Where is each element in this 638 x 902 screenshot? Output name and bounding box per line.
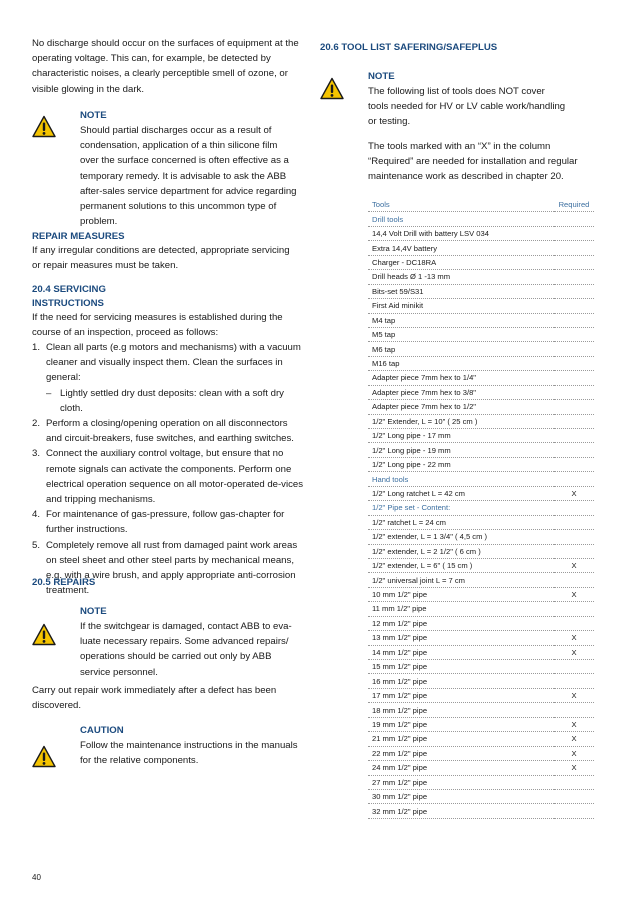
tool-name-cell: 22 mm 1/2" pipe <box>368 746 554 760</box>
table-row <box>368 530 594 544</box>
list-number: 1. <box>32 342 41 353</box>
required-cell <box>554 371 594 385</box>
required-cell <box>554 472 594 486</box>
table-row <box>368 241 594 255</box>
list-item <box>32 507 304 537</box>
list-number: 2. <box>32 418 41 430</box>
table-row <box>368 789 594 803</box>
required-cell <box>554 327 594 341</box>
table-row <box>368 327 594 341</box>
tool-name-cell: 1/2" universal joint L = 7 cm <box>368 573 554 587</box>
table-row <box>368 356 594 370</box>
required-cell <box>554 270 594 284</box>
required-cell <box>554 457 594 471</box>
tool-name-cell: 12 mm 1/2" pipe <box>368 616 554 630</box>
required-cell: X <box>554 761 594 775</box>
required-cell <box>554 443 594 457</box>
required-cell <box>554 804 594 818</box>
table-row <box>368 443 594 457</box>
tool-name-cell: Drill heads Ø 1 -13 mm <box>368 270 554 284</box>
table-row <box>368 761 594 775</box>
note-line: condensation, application of a thin silicone film <box>80 140 278 152</box>
table-row <box>368 775 594 789</box>
required-cell <box>554 789 594 803</box>
note-line: or testing. <box>368 116 411 128</box>
note-title: NOTE <box>80 110 107 121</box>
tool-name-cell: 15 mm 1/2" pipe <box>368 660 554 674</box>
note-line: permanent solutions to this uncommon type of <box>80 201 277 213</box>
tool-name-cell: 14 mm 1/2" pipe <box>368 645 554 659</box>
note-line: “Required” are needed for installation and regular <box>368 155 578 167</box>
required-cell <box>554 255 594 269</box>
table-row <box>368 342 594 356</box>
required-cell <box>554 530 594 544</box>
repairs-heading: 20.5 REPAIRS <box>32 577 96 588</box>
list-text: Connect the auxiliary control voltage, but ensure that no remote signals can activate the components. Perform one electrical operation sequence on all motor-operated de-vices and tripping mechanisms. <box>46 448 304 506</box>
table-row <box>368 688 594 702</box>
tool-list-heading: 20.6 TOOL LIST SAFERING/SAFEPLUS <box>320 42 498 53</box>
table-row <box>368 558 594 572</box>
warning-icon <box>32 745 56 769</box>
required-cell <box>554 703 594 717</box>
table-row <box>368 270 594 284</box>
table-header-row <box>368 198 594 212</box>
repairs-text: Carry out repair work immediately after a defect has been discovered. <box>32 685 277 712</box>
required-cell <box>554 385 594 399</box>
list-text: Clean all parts (e.g motors and mechanisms) with a vacuum cleaner and visually inspect them. Clean the surfaces in general: <box>46 342 301 384</box>
tool-name-cell: 14,4 Volt Drill with battery LSV 034 <box>368 226 554 240</box>
servicing-heading <box>32 283 106 311</box>
tool-name-cell: Adapter piece 7mm hex to 1/2" <box>368 400 554 414</box>
table-row <box>368 587 594 601</box>
tool-name-cell: 1/2" extender, L = 1 3/4" ( 4,5 cm ) <box>368 530 554 544</box>
table-row <box>368 703 594 717</box>
tool-name-cell: 16 mm 1/2" pipe <box>368 674 554 688</box>
column-header-required: Required <box>554 198 594 212</box>
table-row <box>368 631 594 645</box>
tool-name-cell: 1/2" Long pipe - 22 mm <box>368 457 554 471</box>
required-cell <box>554 501 594 515</box>
table-section-row <box>368 472 594 486</box>
warning-icon <box>320 77 344 101</box>
tool-name-cell: 32 mm 1/2" pipe <box>368 804 554 818</box>
note-title: NOTE <box>80 606 107 617</box>
tool-name-cell: Extra 14,4V battery <box>368 241 554 255</box>
table-row <box>368 299 594 313</box>
caution-title: CAUTION <box>80 725 124 736</box>
table-row <box>368 486 594 500</box>
tool-table <box>368 198 594 819</box>
table-row <box>368 602 594 616</box>
required-cell: X <box>554 558 594 572</box>
list-text: For maintenance of gas-pressure, follow gas-chapter for further instructions. <box>46 509 285 536</box>
table-section-row <box>368 212 594 226</box>
list-item <box>32 340 304 416</box>
required-cell <box>554 602 594 616</box>
tool-name-cell: 1/2" extender, L = 6" ( 15 cm ) <box>368 558 554 572</box>
required-cell <box>554 674 594 688</box>
table-row <box>368 226 594 240</box>
table-row <box>368 284 594 298</box>
tool-name-cell: Hand tools <box>368 472 554 486</box>
tool-name-cell: 1/2" Pipe set - Content: <box>368 501 554 515</box>
required-cell: X <box>554 645 594 659</box>
required-cell <box>554 573 594 587</box>
required-cell <box>554 616 594 630</box>
list-number: 4. <box>32 509 41 521</box>
tool-name-cell: Drill tools <box>368 212 554 226</box>
note-line: maintenance work as described in chapter 20. <box>368 171 564 183</box>
tool-name-cell: 10 mm 1/2" pipe <box>368 587 554 601</box>
tool-name-cell: 17 mm 1/2" pipe <box>368 688 554 702</box>
note-line: luate necessary repairs. Some advanced repairs/ <box>80 636 289 648</box>
list-number: 3. <box>32 448 41 460</box>
required-cell <box>554 356 594 370</box>
table-row <box>368 385 594 399</box>
tool-name-cell: 27 mm 1/2" pipe <box>368 775 554 789</box>
note-title: NOTE <box>368 71 395 82</box>
table-row <box>368 732 594 746</box>
servicing-intro: If the need for servicing measures is established during the course of an inspection, proceed as follows: <box>32 312 283 339</box>
tool-name-cell: First Aid minikit <box>368 299 554 313</box>
required-cell <box>554 775 594 789</box>
note-line: over the surface concerned is often effective as a <box>80 155 289 167</box>
tool-name-cell: Bits-set 59/S31 <box>368 284 554 298</box>
required-cell: X <box>554 486 594 500</box>
table-row <box>368 804 594 818</box>
required-cell <box>554 299 594 313</box>
required-cell: X <box>554 732 594 746</box>
tool-name-cell: M6 tap <box>368 342 554 356</box>
table-row <box>368 371 594 385</box>
table-row <box>368 746 594 760</box>
tool-name-cell: 1/2" extender, L = 2 1/2" ( 6 cm ) <box>368 544 554 558</box>
tool-name-cell: Adapter piece 7mm hex to 3/8" <box>368 385 554 399</box>
required-cell: X <box>554 631 594 645</box>
note-line: The following list of tools does NOT cover <box>368 86 545 97</box>
table-row <box>368 616 594 630</box>
note-line: temporary remedy. It is advisable to ask the ABB <box>80 170 287 182</box>
servicing-heading-line: INSTRUCTIONS <box>32 298 104 309</box>
required-cell: X <box>554 587 594 601</box>
required-cell: X <box>554 688 594 702</box>
required-cell <box>554 212 594 226</box>
list-item <box>32 416 304 446</box>
table-row <box>368 717 594 731</box>
tool-name-cell: 13 mm 1/2" pipe <box>368 631 554 645</box>
table-row <box>368 674 594 688</box>
table-row <box>368 429 594 443</box>
page-number: 40 <box>32 873 41 882</box>
required-cell <box>554 515 594 529</box>
sub-list-item <box>46 386 304 416</box>
note-line: problem. <box>80 216 118 228</box>
repair-measures-text: If any irregular conditions are detected, appropriate servicing or repair measures must be taken. <box>32 245 290 272</box>
table-row <box>368 414 594 428</box>
tool-name-cell: 1/2" Long pipe - 17 mm <box>368 429 554 443</box>
required-cell <box>554 284 594 298</box>
required-cell <box>554 414 594 428</box>
required-cell <box>554 313 594 327</box>
note-line: If the switchgear is damaged, contact ABB to eva- <box>80 621 292 632</box>
tool-name-cell: 19 mm 1/2" pipe <box>368 717 554 731</box>
dash: – <box>46 387 52 399</box>
required-cell: X <box>554 717 594 731</box>
required-cell <box>554 429 594 443</box>
tool-name-cell: 21 mm 1/2" pipe <box>368 732 554 746</box>
table-row <box>368 313 594 327</box>
table-section-row <box>368 501 594 515</box>
tool-name-cell: M16 tap <box>368 356 554 370</box>
tool-name-cell: M4 tap <box>368 313 554 327</box>
tool-name-cell: 24 mm 1/2" pipe <box>368 761 554 775</box>
required-cell <box>554 660 594 674</box>
tool-name-cell: 1/2" Long ratchet L = 42 cm <box>368 486 554 500</box>
required-cell <box>554 342 594 356</box>
tool-name-cell: Adapter piece 7mm hex to 1/4" <box>368 371 554 385</box>
caution-line: Follow the maintenance instructions in the manuals <box>80 740 298 751</box>
table-row <box>368 645 594 659</box>
warning-icon <box>32 115 56 139</box>
list-text: Completely remove all rust from damaged paint work areas on steel sheet and other steel parts by mechanical means, e.g. with a wire brush, and apply appropriate anti-corrosion treatment. <box>46 539 298 597</box>
note-line: tools needed for HV or LV cable work/handling <box>368 101 566 113</box>
table-row <box>368 544 594 558</box>
sub-list-text: Lightly settled dry dust deposits: clean with a soft dry cloth. <box>60 387 284 414</box>
table-row <box>368 400 594 414</box>
table-row <box>368 660 594 674</box>
required-cell: X <box>554 746 594 760</box>
servicing-heading-line: 20.4 SERVICING <box>32 284 106 295</box>
repair-measures-heading: REPAIR MEASURES <box>32 231 125 242</box>
table-row <box>368 515 594 529</box>
list-text: Perform a closing/opening operation on all disconnectors and circuit-breakers, fuse switches, and earthing switches. <box>46 418 294 445</box>
list-item <box>32 446 304 507</box>
tool-name-cell: 30 mm 1/2" pipe <box>368 789 554 803</box>
list-number: 5. <box>32 539 41 551</box>
intro-paragraph: No discharge should occur on the surfaces of equipment at the operating voltage. This can, for example, be detected by characteristic noises, a clearly perceptible smell of ozone, or visible glowing in the dark. <box>32 38 299 95</box>
note-line: service personnel. <box>80 666 158 678</box>
tool-name-cell: 18 mm 1/2" pipe <box>368 703 554 717</box>
tool-name-cell: 1/2" Extender, L = 10" ( 25 cm ) <box>368 414 554 428</box>
note-line: The tools marked with an “X” in the column <box>368 140 551 152</box>
servicing-steps <box>32 340 304 598</box>
tool-name-cell: 1/2" Long pipe - 19 mm <box>368 443 554 457</box>
tool-name-cell: 11 mm 1/2" pipe <box>368 602 554 616</box>
note-line: after-sales service department for advice regarding <box>80 185 297 197</box>
column-header-tools: Tools <box>368 198 554 212</box>
caution-line: for the relative components. <box>80 755 199 767</box>
table-row <box>368 255 594 269</box>
warning-icon <box>32 623 56 647</box>
note-line: operations should be carried out only by ABB <box>80 651 272 663</box>
required-cell <box>554 544 594 558</box>
required-cell <box>554 400 594 414</box>
tool-name-cell: M5 tap <box>368 327 554 341</box>
note-line: Should partial discharges occur as a result of <box>80 125 272 136</box>
tool-name-cell: 1/2" ratchet L = 24 cm <box>368 515 554 529</box>
tool-name-cell: Charger - DC18RA <box>368 255 554 269</box>
table-row <box>368 573 594 587</box>
required-cell <box>554 241 594 255</box>
required-cell <box>554 226 594 240</box>
table-row <box>368 457 594 471</box>
